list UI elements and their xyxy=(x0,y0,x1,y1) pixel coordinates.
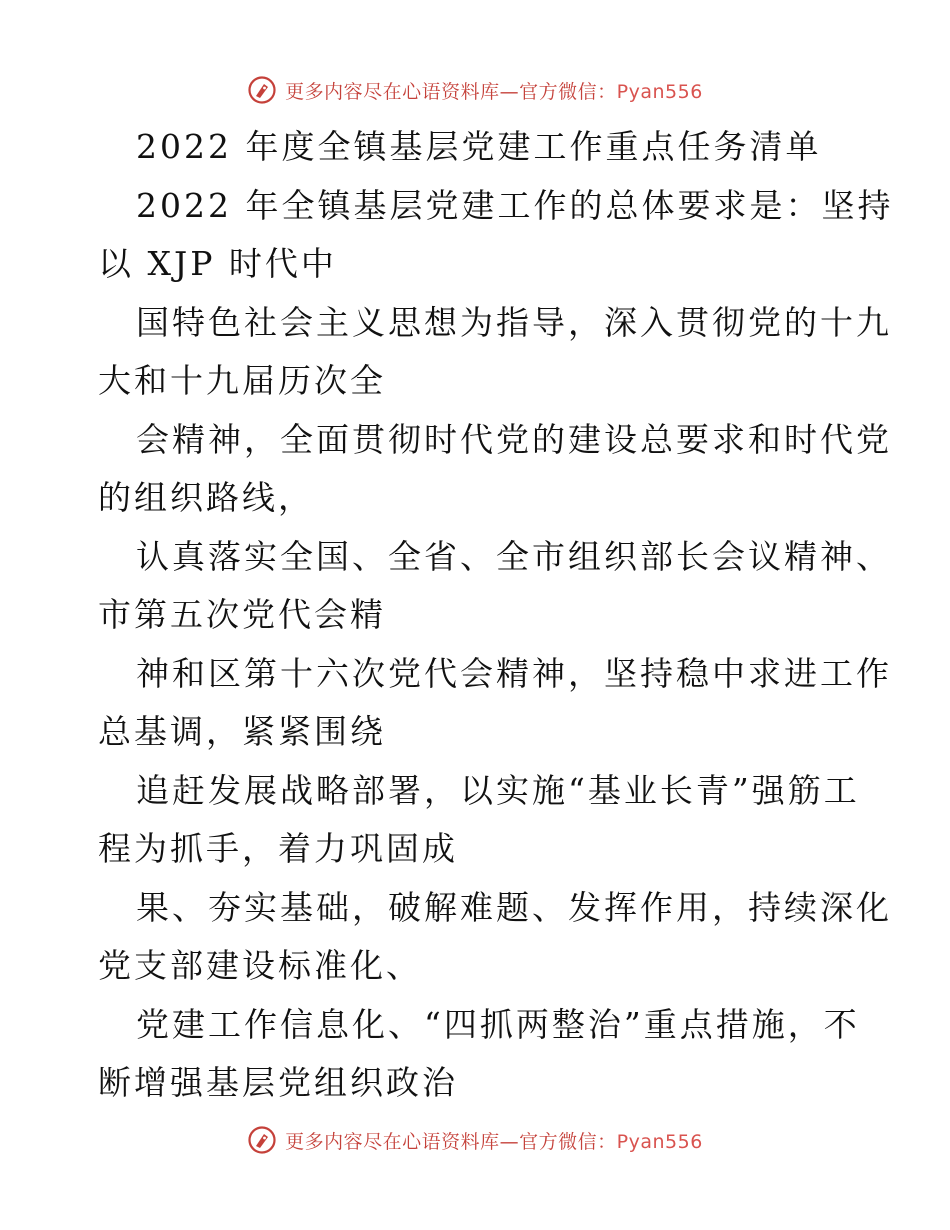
watermark-text: 更多内容尽在心语资料库—官方微信：Pyan556 xyxy=(285,80,703,103)
paragraph-line: 以 XJP 时代中 xyxy=(98,244,337,283)
document-body xyxy=(98,118,894,1113)
paragraph-line: 果、夯实基础，破解难题、发挥作用，持续深化 xyxy=(136,887,892,927)
paragraph-line: 追赶发展战略部署，以实施“基业长青”强筋工 xyxy=(136,770,860,810)
paragraph-line: 断增强基层党组织政治 xyxy=(98,1063,458,1102)
paragraph-line: 国特色社会主义思想为指导，深入贯彻党的十九 xyxy=(136,302,892,342)
header-watermark xyxy=(0,70,950,110)
document-title: 2022 年度全镇基层党建工作重点任务清单 xyxy=(136,127,822,166)
paragraph-line: 党建工作信息化、“四抓两整治”重点措施，不 xyxy=(136,1004,860,1044)
pen-nib-circle-icon xyxy=(247,1125,277,1155)
paragraph-line: 会精神，全面贯彻时代党的建设总要求和时代党 xyxy=(136,419,892,459)
paragraph-line: 程为抓手，着力巩固成 xyxy=(98,829,458,868)
paragraph-line: 总基调，紧紧围绕 xyxy=(98,712,386,751)
pen-nib-circle-icon xyxy=(247,75,277,105)
paragraph-line: 认真落实全国、全省、全市组织部长会议精神、 xyxy=(136,536,892,576)
footer-watermark xyxy=(0,1120,950,1160)
paragraph-line: 党支部建设标准化、 xyxy=(98,946,422,985)
paragraph-line: 的组织路线， xyxy=(98,478,314,517)
paragraph-line: 大和十九届历次全 xyxy=(98,361,386,400)
paragraph-line: 2022 年全镇基层党建工作的总体要求是：坚持 xyxy=(136,185,894,225)
paragraph-line: 市第五次党代会精 xyxy=(98,595,386,634)
watermark-text: 更多内容尽在心语资料库—官方微信：Pyan556 xyxy=(285,1130,703,1153)
paragraph-line: 神和区第十六次党代会精神，坚持稳中求进工作 xyxy=(136,653,892,693)
